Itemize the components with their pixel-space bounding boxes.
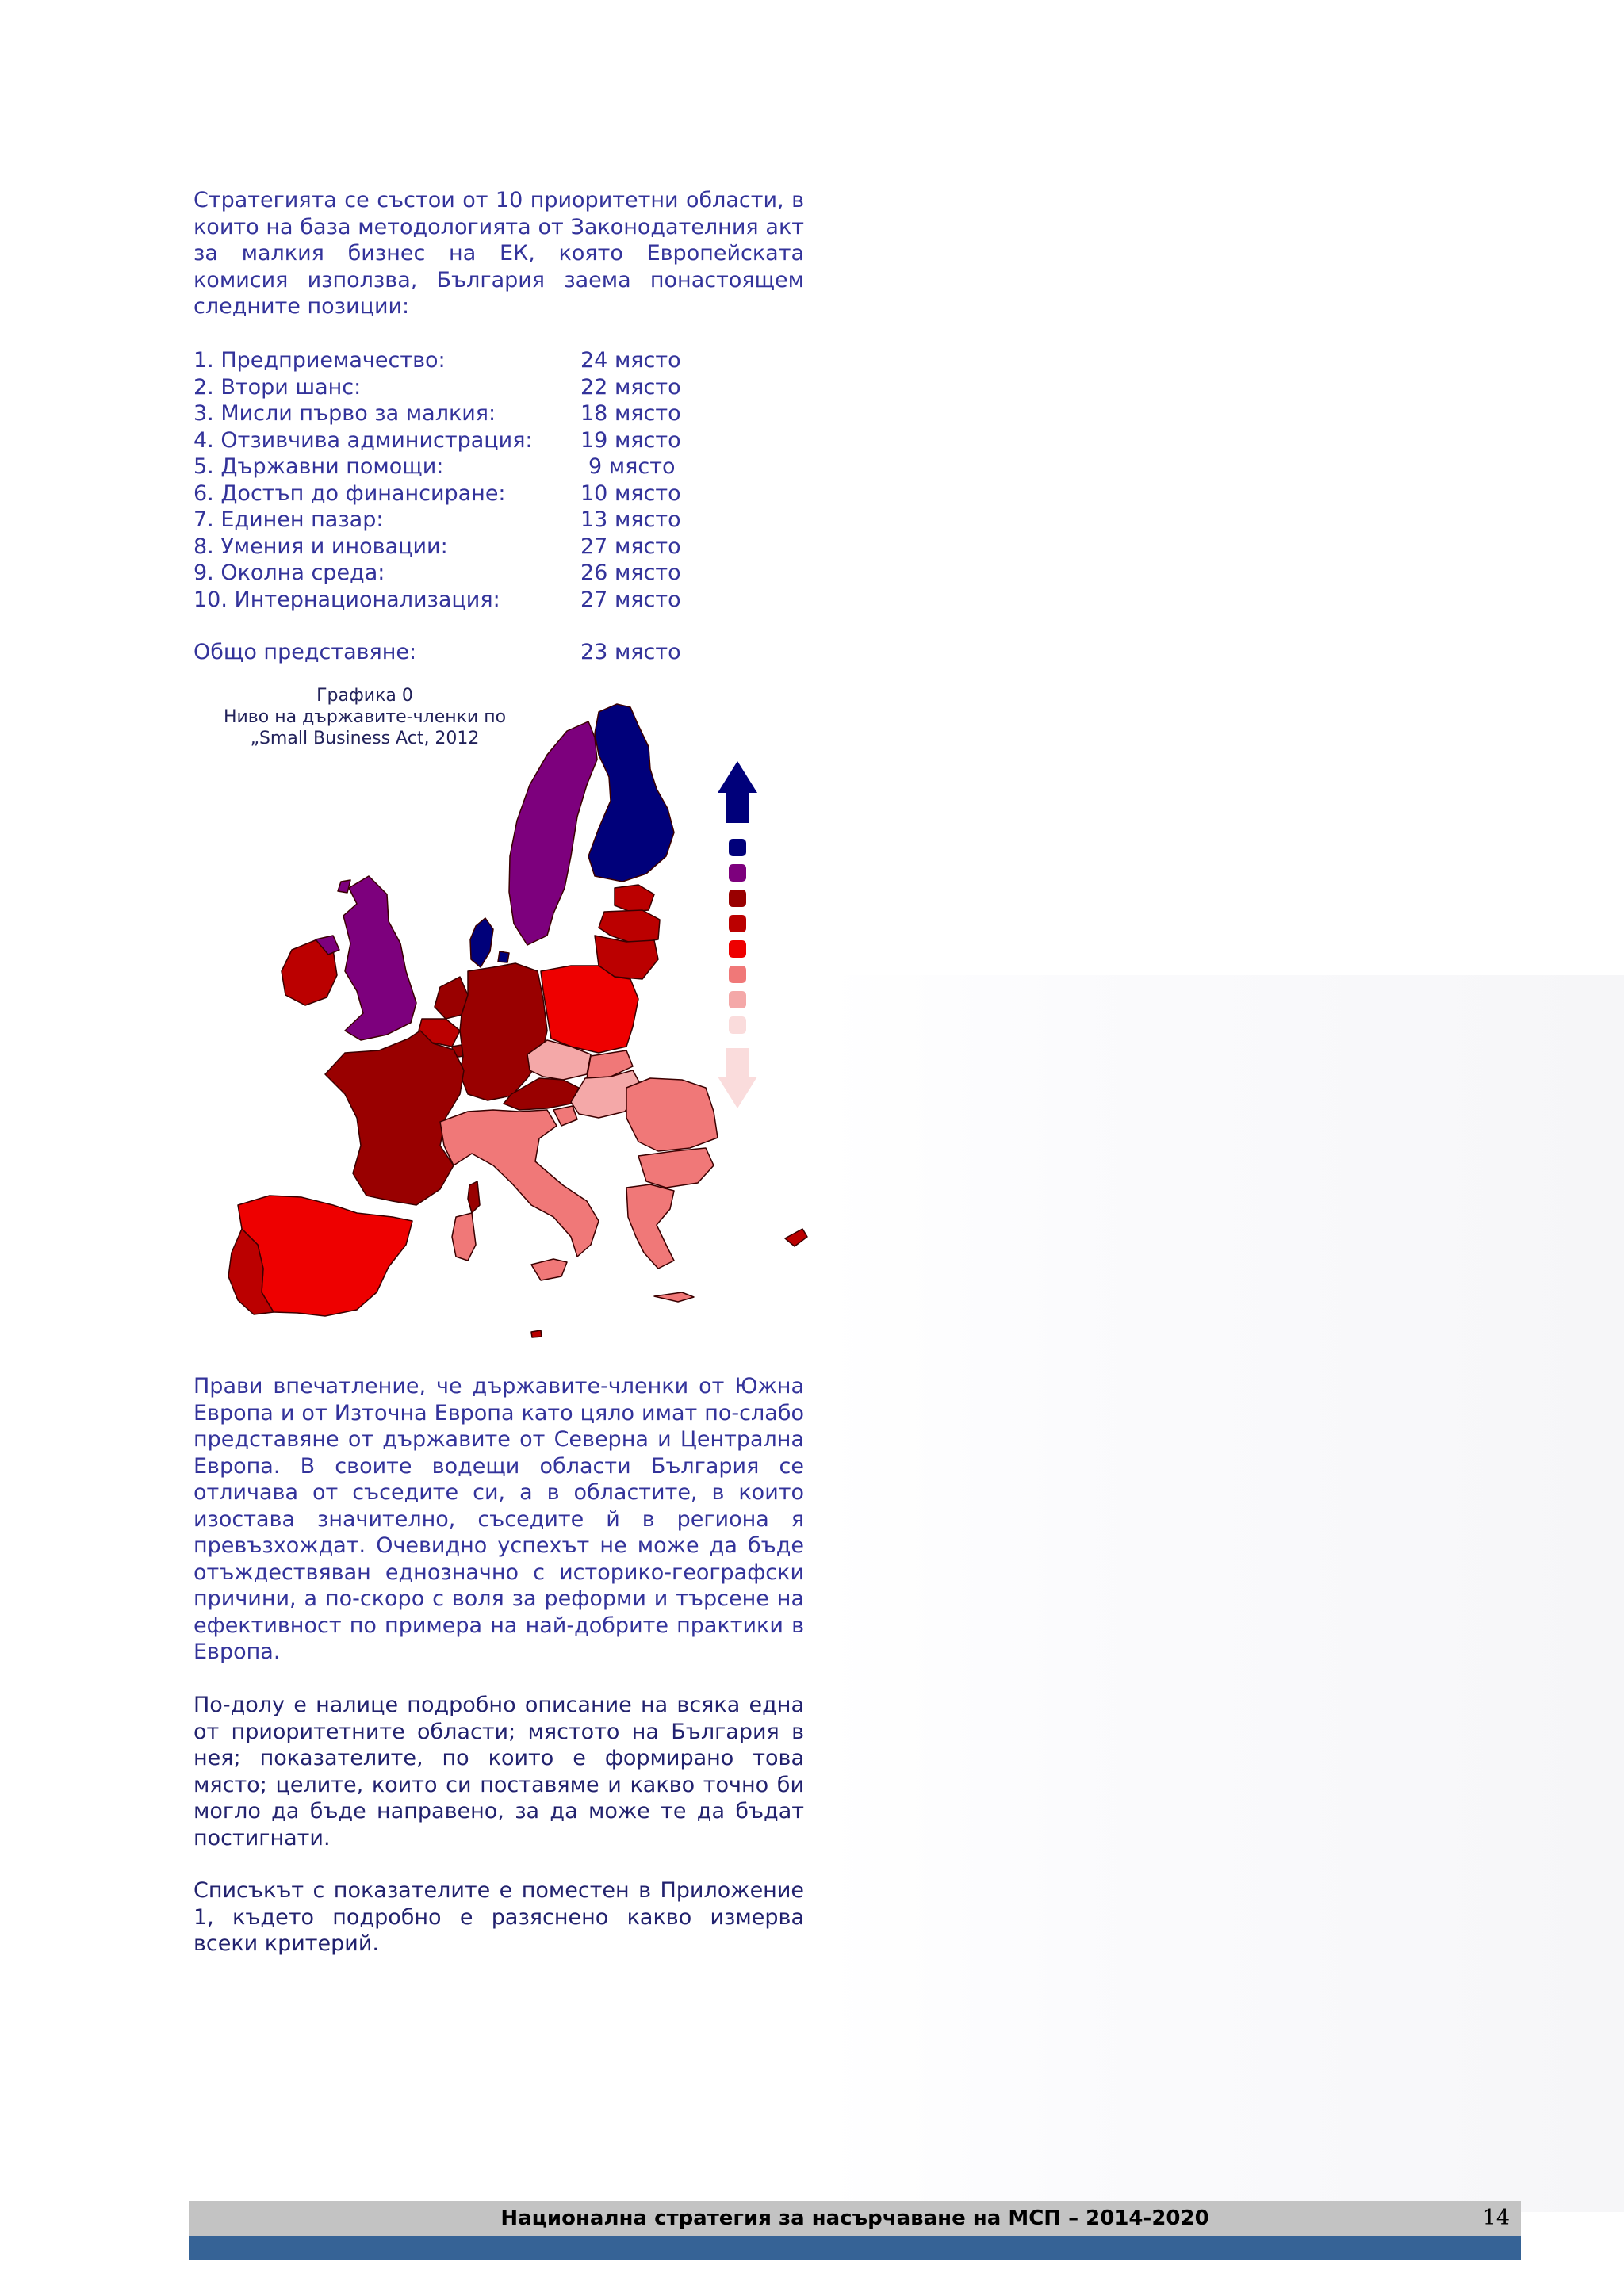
footer-accent-bar [189,2236,1521,2260]
ranking-value: 27 място [580,587,681,612]
ranking-label: 1. Предприемачество: [193,348,446,373]
ranking-value: 24 място [580,348,681,373]
caption-line: Графика 0 [316,686,413,706]
description-paragraph: По-долу е налице подробно описание на всяка една от приоритетните области; мястото на България в нея; показателите, по които е формирано това място; целите, които си поставяме и какво точно би могло да бъде направено, за да може те да бъдат постигнати. [193,1693,804,1850]
legend-swatch [729,915,746,932]
map-region-germany [460,963,547,1100]
ranking-item [193,453,749,480]
ranking-label: 9. Околна среда: [193,561,385,585]
analysis-paragraph: Прави впечатление, че държавите-членки от Южна Европа и от Източна Европа като цяло имат по-слабо представяне от държавите от Северна и Централна Европа. В своите водещи области България се отличава от съседите си, а в областите, в които изостава значително, съседите й в региона я превъзхождат. Очевидно успехът не може да бъде отъждествяван еднозначно с историко-географски причини, а по-скоро с воля за реформи и търсене на ефективност по примера на най-добрите практики в Европа. [193,1374,804,1664]
ranking-value: 9 място [588,454,676,479]
legend-swatch [729,966,746,983]
background-shade [825,975,1624,2212]
ranking-value: 18 място [580,401,681,426]
legend-swatch [729,940,746,958]
map-region-romania [626,1078,718,1151]
ranking-label: 4. Отзивчива администрация: [193,427,533,453]
map-region-corsica [468,1181,480,1213]
ranking-value: 19 място [580,427,681,453]
caption-line: Ниво на държавите-членки по [223,707,507,727]
ranking-value: 13 място [580,507,681,532]
figure-caption [206,685,523,749]
footer-title: Национална стратегия за насърчаване на МСП – 2014-2020 [500,2206,1209,2230]
ranking-item [193,480,749,507]
ranking-value: 10 място [580,480,681,506]
ranking-item [193,400,749,427]
ranking-item [193,427,749,454]
page-number: 14 [1482,2206,1510,2230]
map-region-denmark-island [498,951,509,962]
intro-paragraph: Стратегията се състои от 10 приоритетни области, в които на база методологията от Законодателния акт за малкия бизнес на ЕК, която Европейската комисия използва, България заема понастоящем следните позиции: [193,188,804,319]
map-region-sardinia [452,1213,476,1261]
map-region-crete [654,1292,694,1302]
legend-swatch [729,890,746,907]
map-region-france [325,1031,464,1205]
legend-swatch [729,864,746,882]
map-region-poland [541,966,638,1053]
map-region-cyprus [785,1229,807,1246]
overall-ranking [193,639,681,666]
ranking-label: 10. Интернационализация: [193,587,500,612]
legend-swatch [729,1016,746,1034]
ranking-item [193,587,749,614]
caption-line: „Small Business Act, 2012 [250,729,480,748]
map-region-greece [626,1184,674,1269]
ranking-value: 26 място [580,561,681,585]
ranking-item [193,507,749,534]
legend-swatch [729,991,746,1008]
map-region-bulgaria [638,1148,714,1188]
ranking-item [193,560,749,587]
appendix-paragraph: Списъкът с показателите е поместен в Приложение 1, където подробно е разяснено какво измерва всеки критерий. [193,1878,804,1956]
ranking-label: 7. Единен пазар: [193,507,384,532]
map-region-slovenia [553,1106,577,1126]
ranking-item [193,347,749,374]
arrow-down-icon [718,1048,757,1108]
map-region-finland [588,704,674,882]
map-legend [714,761,761,1110]
map-region-denmark [470,918,493,967]
map-region-sicily [531,1259,567,1280]
rankings-list [193,347,749,613]
legend-swatch [729,839,746,856]
ranking-label: 3. Мисли първо за малкия: [193,401,496,426]
ranking-label: 2. Втори шанс: [193,374,362,400]
ranking-label: 6. Достъп до финансиране: [193,480,506,506]
map-region-malta [531,1330,542,1337]
map-region-sweden [509,721,597,945]
overall-value: 23 място [580,640,681,664]
ranking-label: 5. Държавни помощи: [193,454,444,479]
map-region-scotland-island [338,880,350,893]
overall-label: Общо представяне: [193,640,417,664]
ranking-item [193,534,749,561]
arrow-up-icon [718,761,757,823]
map-region-estonia [615,885,654,912]
ranking-value: 27 място [580,534,681,559]
ranking-item [193,374,749,401]
ranking-label: 8. Умения и иновации: [193,534,448,559]
ranking-value: 22 място [580,374,681,400]
map-region-uk [343,876,416,1040]
